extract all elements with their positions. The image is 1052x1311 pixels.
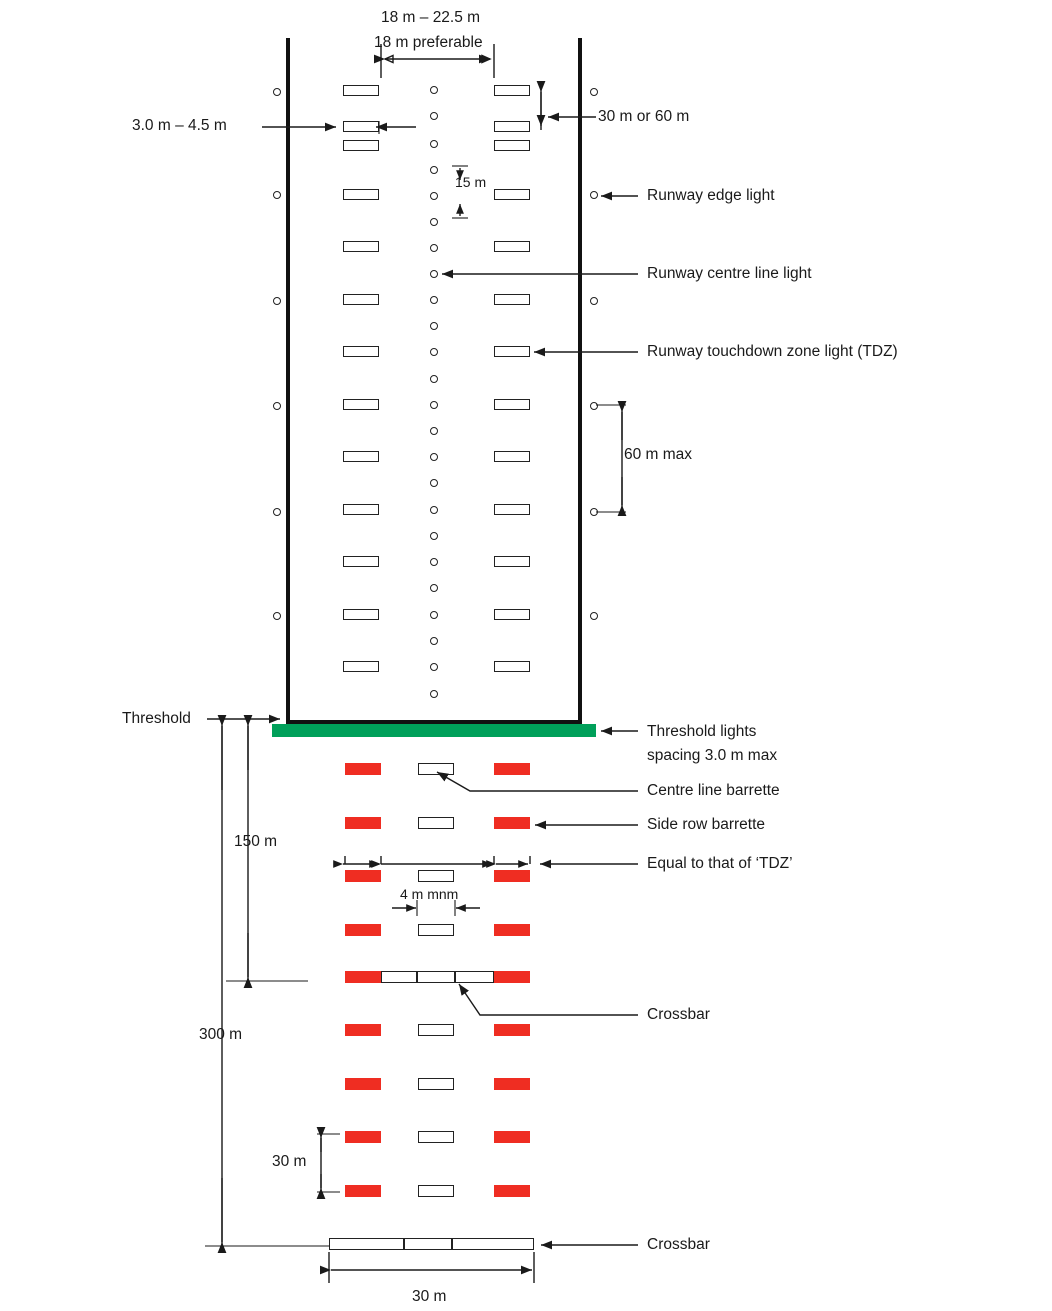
label-centreline-spacing: 15 m (455, 174, 487, 190)
tdz-light (494, 294, 530, 305)
side-row-barrette (345, 817, 381, 829)
tdz-light (343, 294, 379, 305)
side-row-barrette (494, 1131, 530, 1143)
tdz-light (343, 609, 379, 620)
tdz-light (343, 399, 379, 410)
label-tdz-row-spacing: 3.0 m – 4.5 m (132, 117, 227, 134)
runway-centre-line-light (430, 112, 438, 120)
runway-centre-line-light (430, 348, 438, 356)
callout-crossbar-upper: Crossbar (647, 1006, 710, 1023)
runway-edge-light (590, 508, 598, 516)
runway-centre-line-light (430, 427, 438, 435)
runway-centre-line-light (430, 192, 438, 200)
runway-right-edge-line (578, 38, 582, 724)
tdz-light (343, 85, 379, 96)
tdz-light (343, 121, 379, 132)
side-row-barrette (494, 971, 530, 983)
side-row-barrette (345, 1078, 381, 1090)
centre-line-barrette (418, 1131, 454, 1143)
side-row-barrette (494, 1185, 530, 1197)
tdz-light (494, 121, 530, 132)
centre-line-barrette (418, 817, 454, 829)
side-row-barrette (345, 1024, 381, 1036)
centre-line-barrette (418, 763, 454, 775)
runway-centre-line-light (430, 166, 438, 174)
crossbar-segment (381, 971, 417, 983)
centre-line-barrette (418, 1024, 454, 1036)
tdz-light (343, 189, 379, 200)
centre-line-barrette (418, 1185, 454, 1197)
runway-centre-line-light (430, 506, 438, 514)
runway-centre-line-light (430, 322, 438, 330)
callout-crossbar-lower: Crossbar (647, 1236, 710, 1253)
runway-centre-line-light (430, 244, 438, 252)
side-row-barrette (345, 1185, 381, 1197)
side-row-barrette (494, 817, 530, 829)
runway-edge-light (273, 191, 281, 199)
side-row-barrette (345, 763, 381, 775)
tdz-light (494, 451, 530, 462)
runway-centre-line-light (430, 532, 438, 540)
runway-centre-line-light (430, 611, 438, 619)
runway-centre-line-light (430, 375, 438, 383)
callout-equal-to-tdz: Equal to that of ‘TDZ’ (647, 855, 793, 872)
runway-edge-light (590, 191, 598, 199)
tdz-light (343, 504, 379, 515)
runway-centre-line-light (430, 86, 438, 94)
tdz-light (494, 504, 530, 515)
threshold-lights-bar (272, 724, 596, 737)
callout-centre-line-barrette: Centre line barrette (647, 782, 780, 799)
label-barrette-spacing: 30 m (272, 1153, 307, 1170)
runway-edge-light (590, 612, 598, 620)
tdz-light (343, 140, 379, 151)
runway-edge-light (273, 297, 281, 305)
tdz-light (494, 140, 530, 151)
runway-centre-line-light (430, 690, 438, 698)
side-row-barrette (345, 1131, 381, 1143)
tdz-light (494, 85, 530, 96)
label-edge-spacing: 60 m max (624, 446, 693, 463)
runway-centre-line-light (430, 558, 438, 566)
runway-centre-line-light (430, 296, 438, 304)
tdz-light (343, 661, 379, 672)
centre-line-barrette (418, 870, 454, 882)
tdz-light (343, 451, 379, 462)
side-row-barrette (345, 971, 381, 983)
runway-centre-line-light (430, 218, 438, 226)
crossbar-segment (452, 1238, 534, 1250)
label-threshold: Threshold (122, 710, 191, 727)
tdz-light (494, 399, 530, 410)
tdz-light (494, 661, 530, 672)
crossbar-segment (329, 1238, 404, 1250)
tdz-light (494, 189, 530, 200)
runway-edge-light (273, 88, 281, 96)
label-width-range: 18 m – 22.5 m (381, 9, 481, 26)
runway-edge-light (273, 612, 281, 620)
tdz-light (343, 346, 379, 357)
runway-centre-line-light (430, 140, 438, 148)
centre-line-barrette (418, 1078, 454, 1090)
side-row-barrette (494, 763, 530, 775)
crossbar-segment (404, 1238, 452, 1250)
tdz-light (494, 556, 530, 567)
runway-edge-light (590, 297, 598, 305)
runway-centre-line-light (430, 479, 438, 487)
tdz-light (343, 556, 379, 567)
callout-runway-tdz-light: Runway touchdown zone light (TDZ) (647, 343, 898, 360)
callout-threshold-lights-spacing: spacing 3.0 m max (647, 747, 778, 764)
runway-centre-line-light (430, 584, 438, 592)
side-row-barrette (494, 1024, 530, 1036)
runway-centre-line-light (430, 637, 438, 645)
label-300m: 300 m (199, 1026, 243, 1043)
callout-runway-edge-light: Runway edge light (647, 187, 775, 204)
callout-threshold-lights: Threshold lights (647, 723, 757, 740)
callout-runway-centre-line-light: Runway centre line light (647, 265, 812, 282)
side-row-barrette (345, 870, 381, 882)
runway-edge-light (273, 508, 281, 516)
label-width-preferable: 18 m preferable (374, 34, 483, 51)
label-centre-barrette-width: 4 m mnm (400, 886, 459, 902)
side-row-barrette (494, 924, 530, 936)
crossbar-segment (455, 971, 494, 983)
label-tdz-longitudinal: 30 m or 60 m (598, 108, 690, 125)
label-crossbar-width: 30 m (412, 1288, 447, 1305)
side-row-barrette (494, 870, 530, 882)
runway-edge-light (590, 88, 598, 96)
side-row-barrette (494, 1078, 530, 1090)
runway-centre-line-light (430, 663, 438, 671)
tdz-light (343, 241, 379, 252)
callout-side-row-barrette: Side row barrette (647, 816, 766, 833)
runway-left-edge-line (286, 38, 290, 724)
runway-centre-line-light (430, 401, 438, 409)
runway-centre-line-light (430, 453, 438, 461)
runway-edge-light (590, 402, 598, 410)
runway-edge-light (273, 402, 281, 410)
side-row-barrette (345, 924, 381, 936)
tdz-light (494, 241, 530, 252)
centre-line-barrette (418, 924, 454, 936)
tdz-light (494, 346, 530, 357)
tdz-light (494, 609, 530, 620)
label-150m: 150 m (234, 833, 278, 850)
runway-centre-line-light (430, 270, 438, 278)
crossbar-segment (417, 971, 455, 983)
